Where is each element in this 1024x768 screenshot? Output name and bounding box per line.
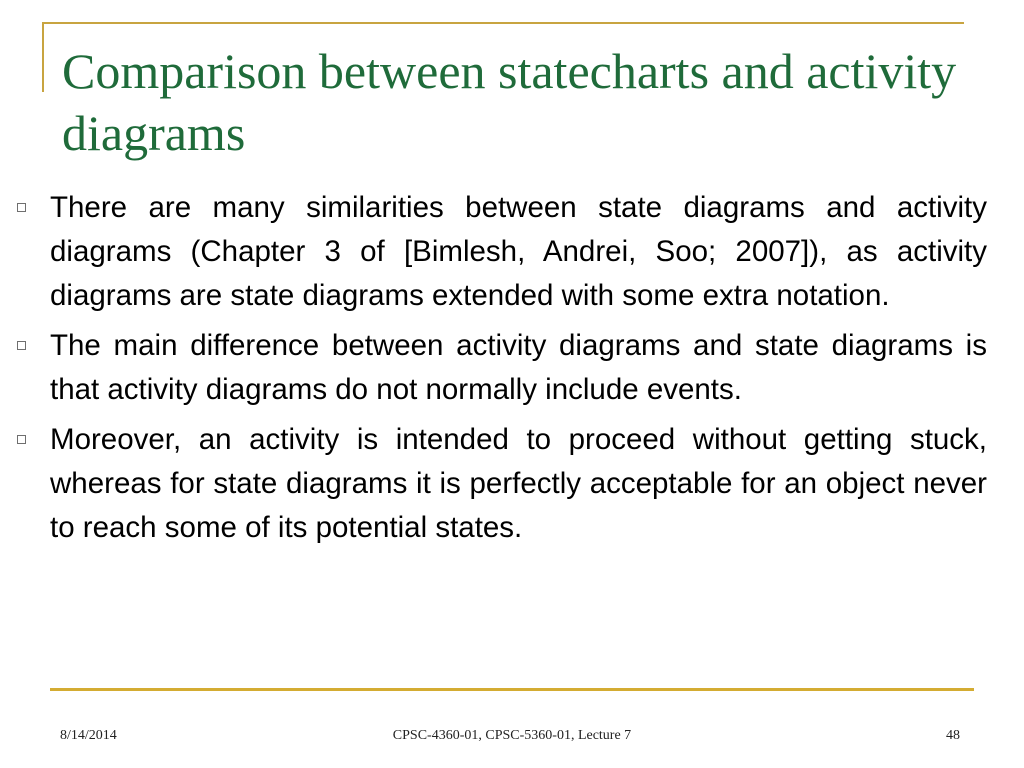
footer-course-label: CPSC-4360-01, CPSC-5360-01, Lecture 7 — [392, 728, 632, 743]
hollow-square-bullet-icon — [17, 435, 26, 444]
bullet-item — [0, 324, 1024, 412]
hollow-square-bullet-icon — [17, 203, 26, 212]
frame-left-line — [42, 22, 44, 92]
bullet-list — [0, 186, 1024, 556]
bullet-text: There are many similarities between state diagrams and activity diagrams (Chapter 3 of [Bimlesh, Andrei, Soo; 2007]), as activity diagrams are state diagrams extended with some extra notation. — [50, 191, 987, 312]
hollow-square-bullet-icon — [17, 341, 26, 350]
frame-top-line — [42, 22, 964, 24]
bullet-text: Moreover, an activity is intended to proceed without getting stuck, whereas for state diagrams it is perfectly acceptable for an object never to reach some of its potential states. — [50, 423, 987, 544]
footer-page-number: 48 — [946, 728, 960, 743]
footer-date: 8/14/2014 — [60, 728, 117, 743]
slide-title: Comparison between statecharts and activity diagrams — [62, 43, 957, 161]
bullet-text: The main difference between activity diagrams and state diagrams is that activity diagrams do not normally include events. — [50, 329, 987, 406]
bullet-item — [0, 418, 1024, 550]
frame-bottom-line — [50, 688, 974, 691]
bullet-item — [0, 186, 1024, 318]
